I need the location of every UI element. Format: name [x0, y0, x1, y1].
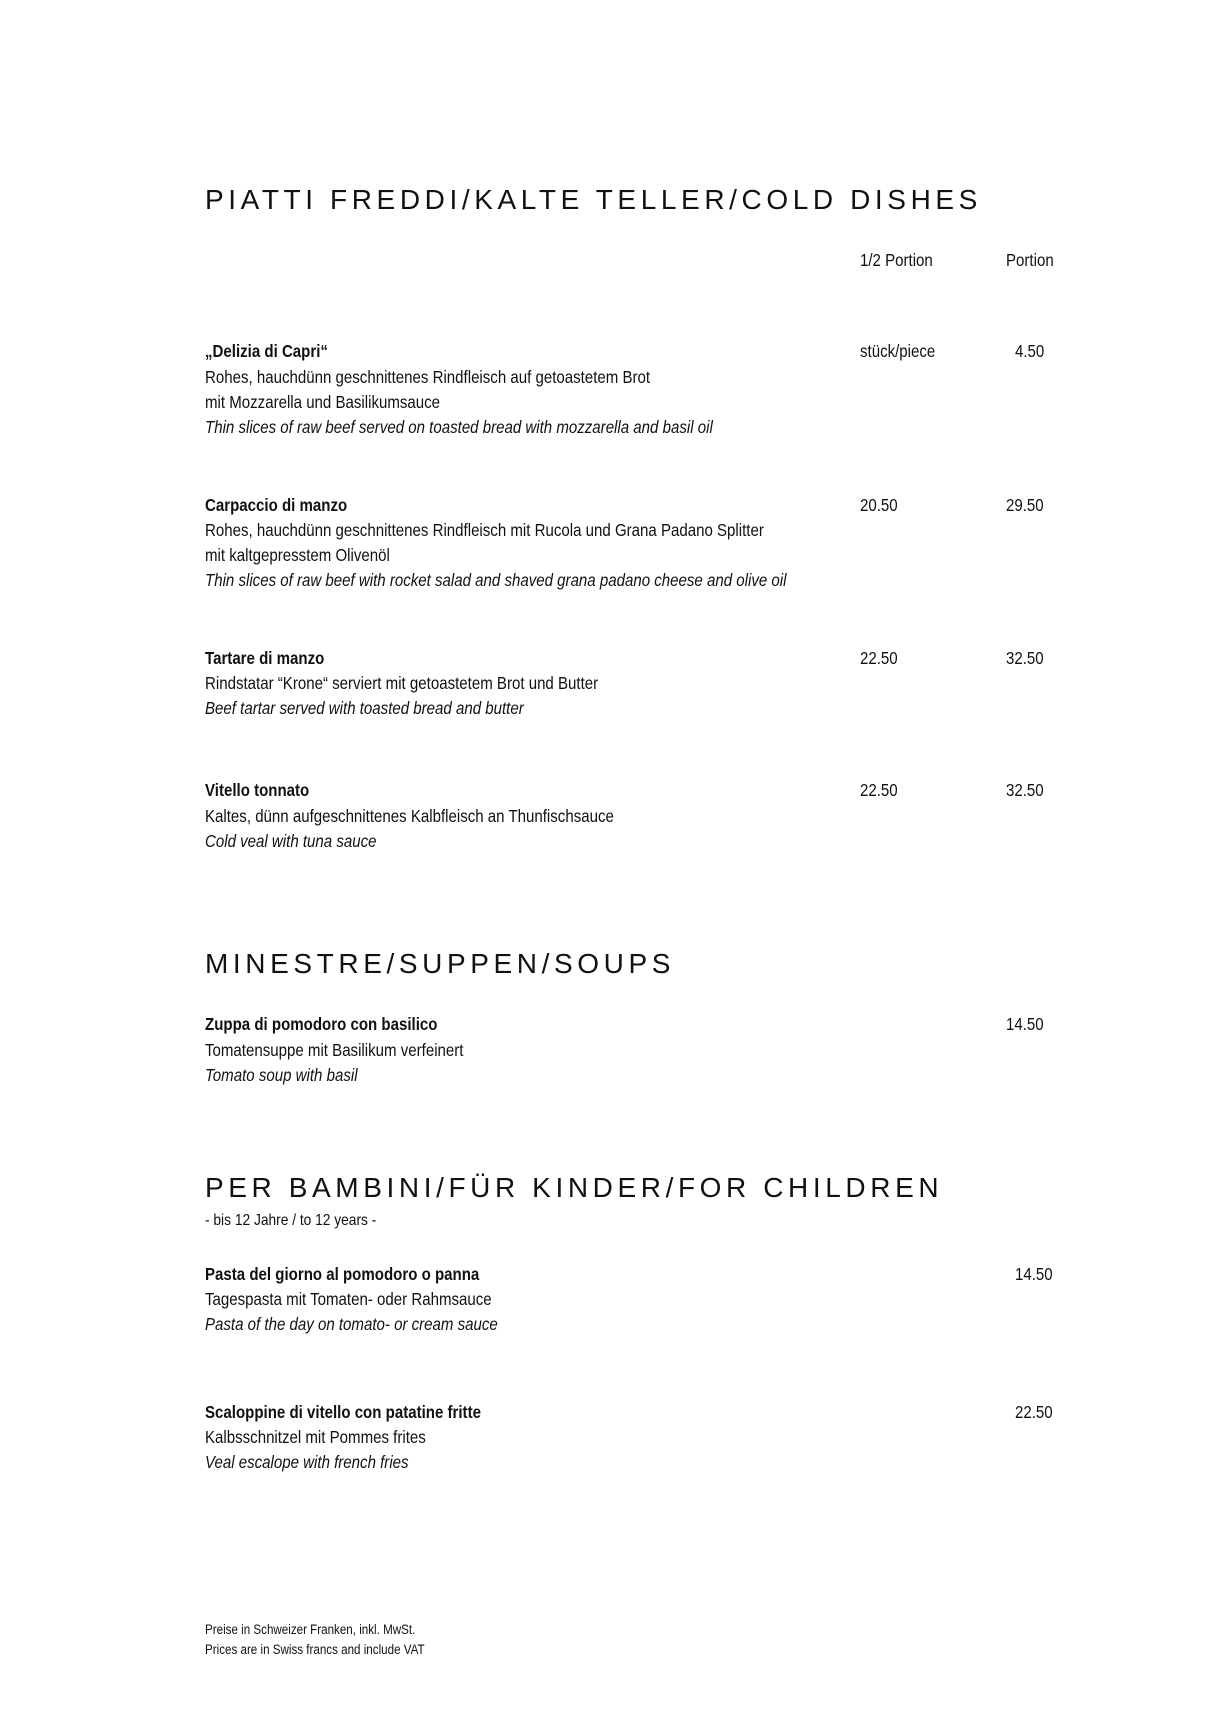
half-portion-price: 22.50	[860, 648, 898, 668]
dish-description-en: Cold veal with tuna sauce	[205, 831, 377, 851]
dish-description-en: Thin slices of raw beef served on toasted bread with mozzarella and basil oil	[205, 417, 713, 437]
full-portion-header: Portion	[1006, 250, 1054, 270]
dish-name: „Delizia di Capri“	[205, 341, 328, 361]
dish-price: 22.50	[1015, 1402, 1053, 1422]
children-heading: PER BAMBINI/FÜR KINDER/FOR CHILDREN	[205, 1172, 944, 1203]
half-portion-price: 20.50	[860, 495, 898, 515]
full-portion-price: 4.50	[1015, 341, 1045, 361]
dish-description-en: Thin slices of raw beef with rocket salad and shaved grana padano cheese and olive oil	[205, 570, 787, 590]
half-portion-header: 1/2 Portion	[860, 250, 933, 270]
full-portion-price: 29.50	[1006, 495, 1044, 515]
dish-description-de: Rohes, hauchdünn geschnittenes Rindfleisch mit Rucola und Grana Padano Splitter	[205, 520, 764, 540]
dish-description-de: Kaltes, dünn aufgeschnittenes Kalbfleisch an Thunfischsauce	[205, 806, 614, 826]
dish-description-en: Beef tartar served with toasted bread and butter	[205, 698, 524, 718]
full-portion-price: 32.50	[1006, 648, 1044, 668]
dish-price: 14.50	[1015, 1264, 1053, 1284]
dish-description-de: mit kaltgepresstem Olivenöl	[205, 545, 390, 565]
half-portion-price: stück/piece	[860, 341, 936, 361]
dish-description-de: Rindstatar “Krone“ serviert mit getoastetem Brot und Butter	[205, 673, 599, 693]
soups-heading: MINESTRE/SUPPEN/SOUPS	[205, 948, 676, 979]
dish-description-de: Kalbsschnitzel mit Pommes frites	[205, 1427, 426, 1447]
full-portion-price: 32.50	[1006, 780, 1044, 800]
footer-note-en: Prices are in Swiss francs and include VAT	[205, 1642, 425, 1657]
children-age-note: - bis 12 Jahre / to 12 years -	[205, 1212, 377, 1229]
dish-name: Scaloppine di vitello con patatine fritte	[205, 1402, 481, 1422]
footer-note-de: Preise in Schweizer Franken, inkl. MwSt.	[205, 1622, 416, 1637]
dish-description-en: Veal escalope with french fries	[205, 1452, 409, 1472]
dish-name: Carpaccio di manzo	[205, 495, 348, 515]
dish-name: Pasta del giorno al pomodoro o panna	[205, 1264, 480, 1284]
dish-name: Zuppa di pomodoro con basilico	[205, 1014, 438, 1034]
dish-description-de: mit Mozzarella und Basilikumsauce	[205, 392, 441, 412]
dish-name: Tartare di manzo	[205, 648, 325, 668]
dish-description-en: Pasta of the day on tomato- or cream sauce	[205, 1314, 498, 1334]
dish-description-en: Tomato soup with basil	[205, 1065, 358, 1085]
half-portion-price: 22.50	[860, 780, 898, 800]
cold-dishes-heading: PIATTI FREDDI/KALTE TELLER/COLD DISHES	[205, 184, 982, 215]
dish-price: 14.50	[1006, 1014, 1044, 1034]
dish-description-de: Tagespasta mit Tomaten- oder Rahmsauce	[205, 1289, 492, 1309]
dish-description-de: Tomatensuppe mit Basilikum verfeinert	[205, 1040, 464, 1060]
dish-description-de: Rohes, hauchdünn geschnittenes Rindfleisch auf getoastetem Brot	[205, 367, 651, 387]
dish-name: Vitello tonnato	[205, 780, 310, 800]
